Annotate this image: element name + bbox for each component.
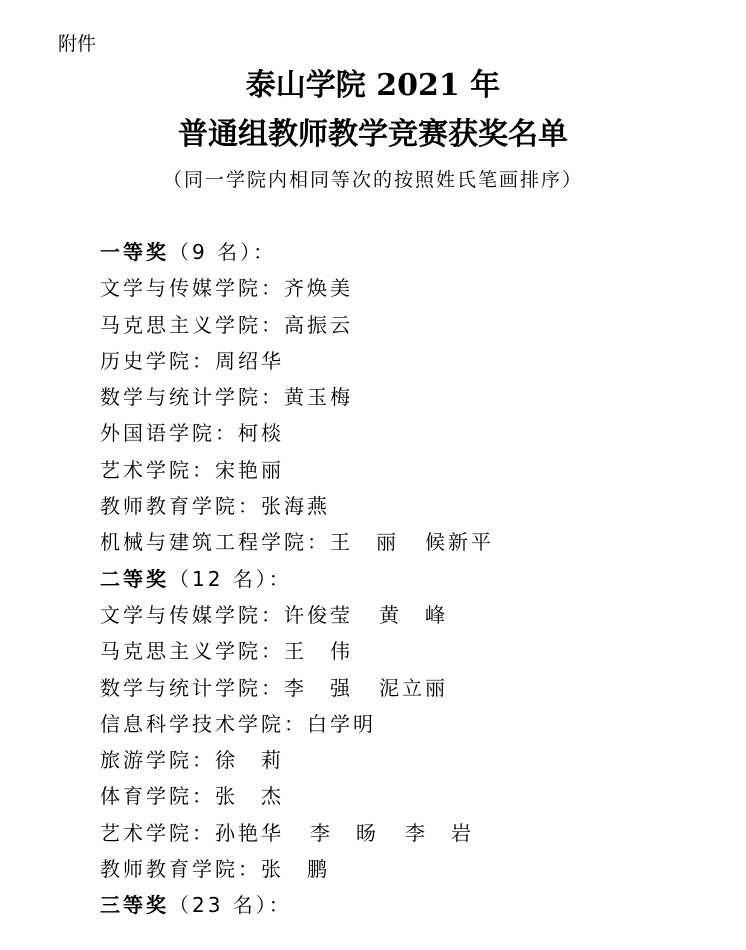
winner-name: 宋艳丽 [215, 457, 284, 482]
winner-names [330, 530, 494, 554]
award-section-heading [100, 887, 720, 923]
document-subtitle: （同一学院内相同等次的按照姓氏笔画排序） [162, 169, 583, 191]
award-entry [100, 307, 720, 343]
winner-names [215, 748, 284, 772]
award-entry [100, 270, 720, 306]
winner-names [284, 676, 448, 700]
award-entry [100, 488, 720, 524]
winner-name: 黄 峰 [379, 602, 448, 627]
college-name: 旅游学院： [100, 748, 215, 773]
award-count: （23 名）： [169, 893, 292, 918]
winner-name: 张 杰 [215, 784, 284, 809]
college-name: 数学与统计学院： [100, 675, 284, 700]
award-entry [100, 851, 720, 887]
college-name: 数学与统计学院： [100, 385, 284, 410]
winner-names [215, 349, 284, 373]
award-entry [100, 379, 720, 415]
award-section-heading [100, 561, 720, 597]
winner-names [284, 313, 353, 337]
college-name: 文学与传媒学院： [100, 602, 284, 627]
award-entry [100, 742, 720, 778]
award-entry [100, 524, 720, 560]
winner-name: 高振云 [284, 312, 353, 337]
winner-names [238, 421, 284, 445]
award-entry [100, 452, 720, 488]
winner-name: 李 强 [284, 675, 353, 700]
winner-names [215, 458, 284, 482]
award-level: 二等奖 [100, 566, 169, 591]
winner-name: 齐焕美 [284, 276, 353, 301]
college-name: 教师教育学院： [100, 494, 261, 519]
college-name: 外国语学院： [100, 421, 238, 446]
award-count: （9 名）： [169, 240, 277, 264]
college-name: 体育学院： [100, 784, 215, 809]
award-entry [100, 778, 720, 814]
attachment-label: 附件 [58, 33, 97, 55]
winner-names [261, 494, 330, 518]
winner-name: 王 伟 [284, 639, 353, 664]
winner-name: 许俊莹 [284, 602, 353, 627]
award-entry [100, 343, 720, 379]
award-list [100, 234, 720, 924]
winner-names [284, 385, 353, 409]
winner-name: 泥立丽 [379, 675, 448, 700]
winner-names [261, 857, 330, 881]
winner-names [284, 639, 353, 663]
winner-name: 周绍华 [215, 348, 284, 373]
winner-name: 张 鹏 [261, 857, 330, 882]
award-count: （12 名）： [169, 566, 292, 591]
document-title-line2: 普通组教师教学竞赛获奖名单 [178, 117, 568, 152]
college-name: 艺术学院： [100, 820, 215, 845]
winner-names [307, 712, 376, 736]
college-name: 马克思主义学院： [100, 312, 284, 337]
award-level: 一等奖 [100, 240, 169, 264]
college-name: 文学与传媒学院： [100, 276, 284, 301]
college-name: 马克思主义学院： [100, 639, 284, 664]
award-entry [100, 706, 720, 742]
winner-name: 王 丽 [330, 530, 399, 555]
winner-name: 李 旸 [310, 820, 379, 845]
winner-name: 黄玉梅 [284, 385, 353, 410]
winner-names [284, 276, 353, 300]
college-name: 信息科学技术学院： [100, 711, 307, 736]
award-entry [100, 633, 720, 669]
college-name: 艺术学院： [100, 457, 215, 482]
college-name: 教师教育学院： [100, 857, 261, 882]
college-name: 历史学院： [100, 348, 215, 373]
college-name: 机械与建筑工程学院： [100, 530, 330, 555]
winner-name: 柯棪 [238, 421, 284, 446]
winner-name: 徐 莉 [215, 748, 284, 773]
award-section-heading [100, 234, 720, 270]
winner-name: 李 岩 [405, 820, 474, 845]
winner-names [284, 603, 448, 627]
winner-names [215, 784, 284, 808]
award-entry [100, 415, 720, 451]
award-entry [100, 597, 720, 633]
winner-name: 张海燕 [261, 494, 330, 519]
winner-name: 候新平 [425, 530, 494, 555]
winner-names [215, 821, 474, 845]
winner-name: 白学明 [307, 711, 376, 736]
document-title-line1: 泰山学院 2021 年 [245, 68, 501, 103]
award-entry [100, 815, 720, 851]
award-level: 三等奖 [100, 893, 169, 918]
award-entry [100, 670, 720, 706]
winner-name: 孙艳华 [215, 820, 284, 845]
